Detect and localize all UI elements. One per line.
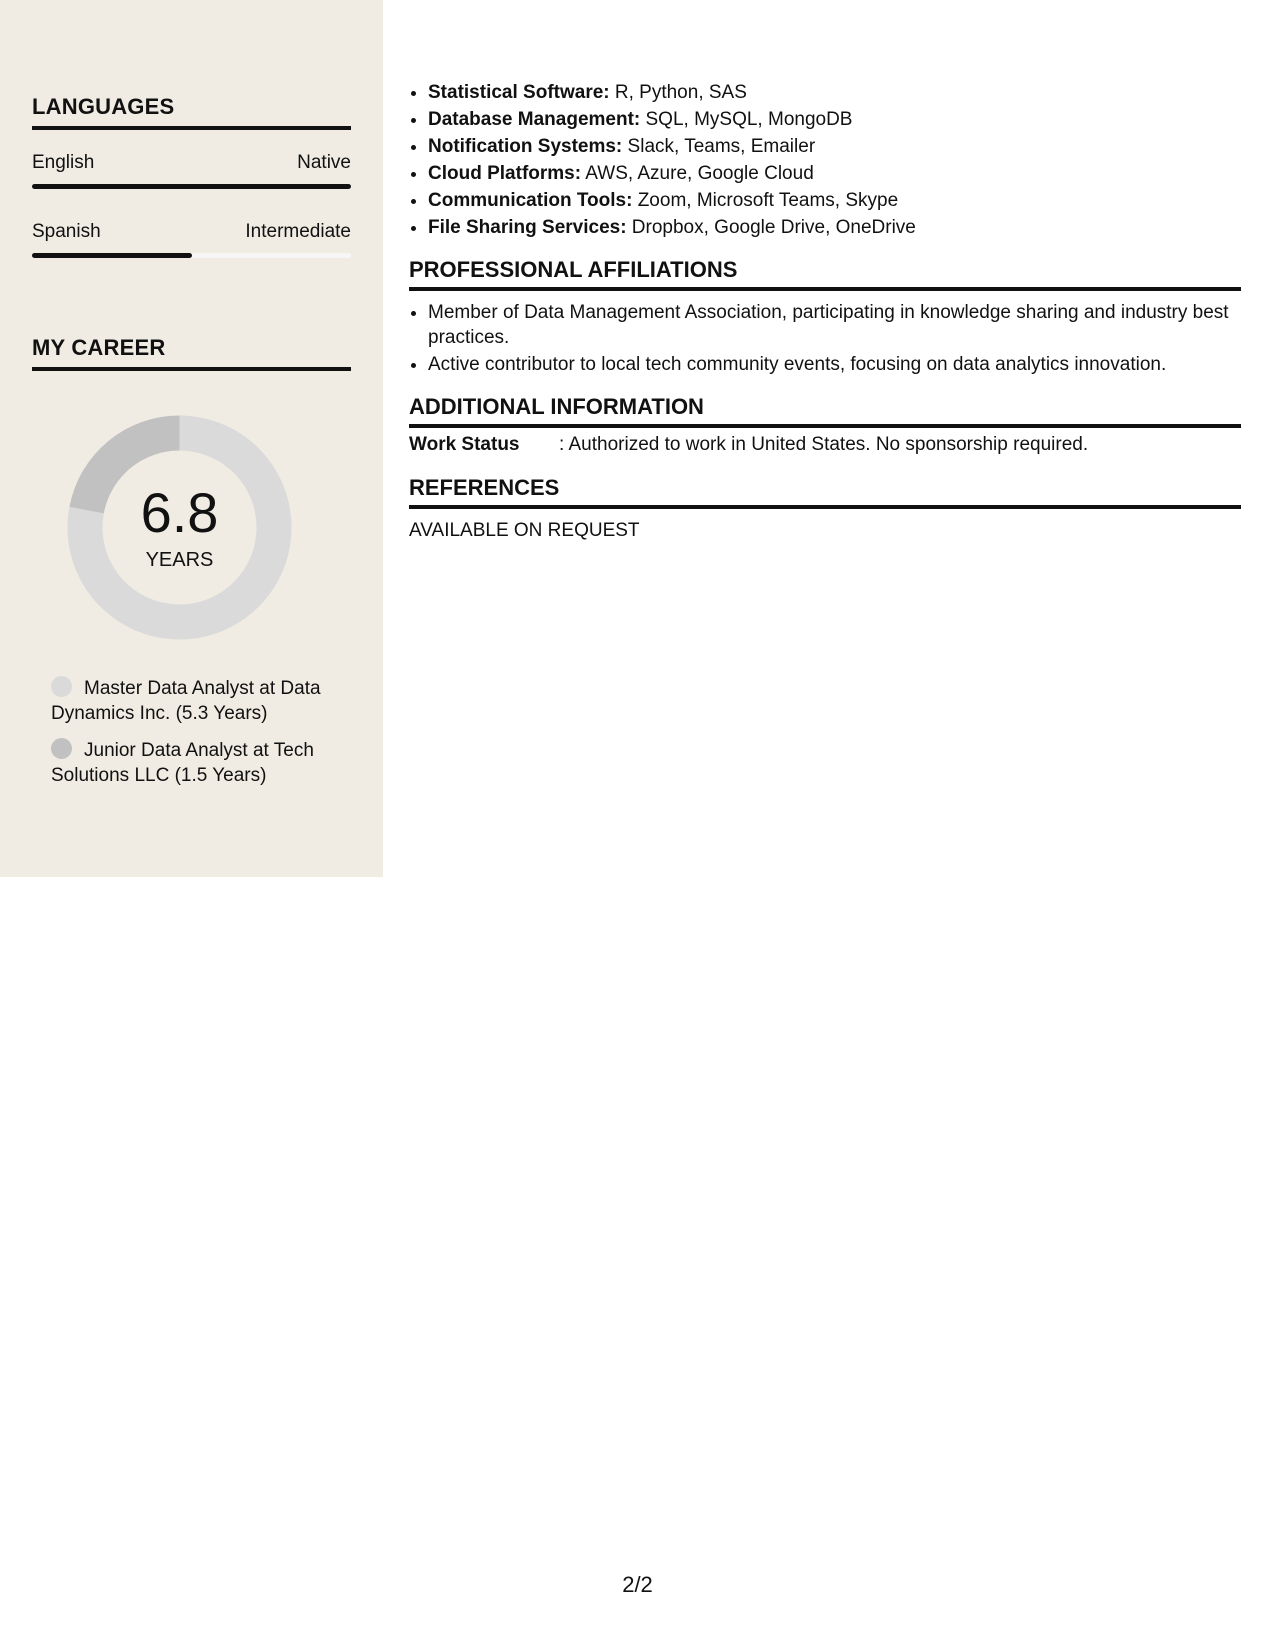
skill-label: Cloud Platforms: (428, 163, 582, 184)
career-legend-label: Junior Data Analyst at Tech Solutions LLC (1.5 Years) (51, 740, 314, 786)
skill-item (428, 214, 1241, 241)
skill-value: Dropbox, Google Drive, OneDrive (626, 217, 916, 238)
skill-label: Database Management: (428, 109, 641, 130)
work-status-label: Work Status (409, 434, 520, 455)
skill-item (428, 106, 1241, 133)
career-legend-item (51, 738, 341, 788)
page-number: 2/2 (622, 1572, 653, 1597)
language-bar-fill (32, 184, 351, 189)
language-bar-fill (32, 253, 192, 258)
affiliations-heading: PROFESSIONAL AFFILIATIONS (409, 257, 1241, 291)
skill-label: File Sharing Services: (428, 217, 627, 238)
skill-label: Notification Systems: (428, 136, 623, 157)
skill-value: Zoom, Microsoft Teams, Skype (632, 190, 899, 211)
languages-heading: LANGUAGES (32, 94, 351, 130)
career-donut-chart (67, 415, 292, 640)
career-heading: MY CAREER (32, 335, 351, 371)
skills-list (409, 79, 1241, 241)
affiliation-item: • Active contributor to local tech community events, focusing on data analytics innovation. (428, 352, 1241, 377)
language-bar-spanish (32, 253, 351, 258)
sidebar (0, 0, 383, 877)
language-bar-english (32, 184, 351, 189)
affiliations-list (409, 300, 1241, 379)
language-level: Intermediate (245, 221, 351, 242)
legend-dot-icon (51, 676, 72, 697)
language-name: Spanish (32, 221, 101, 242)
additional-info-heading: ADDITIONAL INFORMATION (409, 394, 1241, 428)
language-level: Native (297, 152, 351, 173)
skill-item (428, 133, 1241, 160)
skill-label: Statistical Software: (428, 82, 610, 103)
skill-item (428, 187, 1241, 214)
language-name: English (32, 152, 95, 173)
legend-dot-icon (51, 738, 72, 759)
skill-value: SQL, MySQL, MongoDB (640, 109, 853, 130)
skill-value: Slack, Teams, Emailer (622, 136, 816, 157)
skill-label: Communication Tools: (428, 190, 633, 211)
career-legend-item (51, 676, 341, 726)
affiliation-item: • Member of Data Management Association, participating in knowledge sharing and industry best practices. (428, 300, 1241, 350)
career-total-unit: YEARS (145, 549, 214, 571)
skill-item (428, 79, 1241, 106)
skill-item (428, 160, 1241, 187)
language-spanish (32, 221, 351, 243)
language-english (32, 152, 351, 174)
references-heading: REFERENCES (409, 475, 1241, 509)
work-status-value: : Authorized to work in United States. No sponsorship required. (559, 434, 1089, 455)
career-legend-label: Master Data Analyst at Data Dynamics Inc. (5.3 Years) (51, 678, 321, 724)
skill-value: AWS, Azure, Google Cloud (581, 163, 814, 184)
skill-value: R, Python, SAS (609, 82, 747, 103)
references-text: AVAILABLE ON REQUEST (409, 520, 640, 541)
work-status-row (409, 434, 1241, 456)
career-total-value: 6.8 (140, 481, 219, 544)
